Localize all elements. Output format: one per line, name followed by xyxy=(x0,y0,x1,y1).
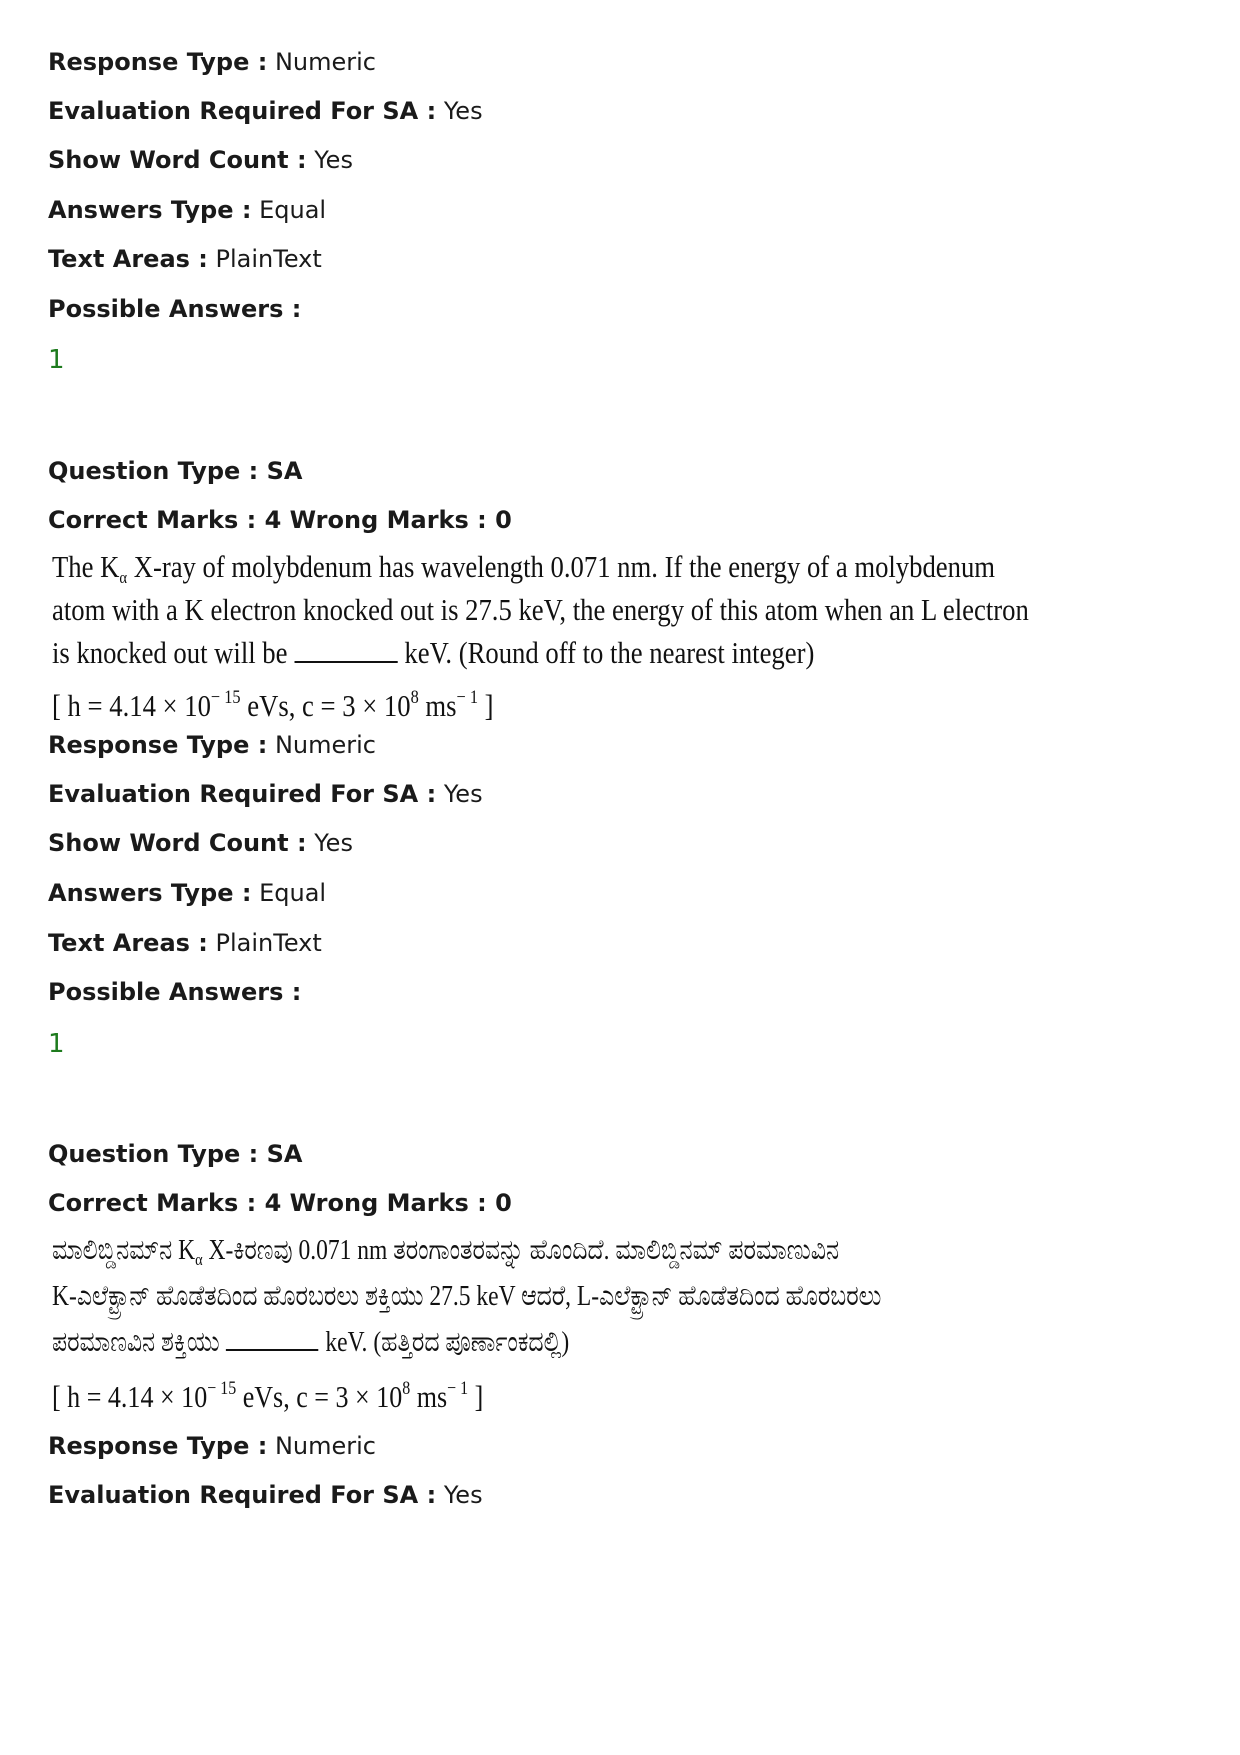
field-label: Evaluation Required For SA : xyxy=(48,97,437,125)
question-line: is knocked out will be keV. (Round off to the nearest integer) xyxy=(52,635,815,670)
question-line: ಮಾಲಿಬ್ಡಿನಮ್‌ನ $K_\alpha$ X-ಕಿರಣವು 0.071 nm ತರಂಗಾಂತರವನ್ನು ಹೊಂದಿದೆ. ಮಾಲಿಬ್ಡಿನಮ್ ಪರಮಾಣುವಿನ xyxy=(52,1235,840,1269)
response-type-field xyxy=(48,730,376,760)
field-value: Numeric xyxy=(274,48,376,76)
field-label: Show Word Count : xyxy=(48,829,307,857)
show-word-count-field xyxy=(48,145,353,175)
response-type-field xyxy=(48,1431,376,1461)
question-text-kannada xyxy=(52,1228,881,1412)
evaluation-required-field xyxy=(48,96,483,126)
field-value: Numeric xyxy=(274,1432,376,1460)
field-value: Numeric xyxy=(274,731,376,759)
field-value: Yes xyxy=(443,97,483,125)
field-value: PlainText xyxy=(215,929,322,957)
question-type-heading: Question Type : SA xyxy=(48,457,303,485)
marks-line: Correct Marks : 4 Wrong Marks : 0 xyxy=(48,506,512,534)
possible-answer-value: 1 xyxy=(48,345,65,375)
field-label: Show Word Count : xyxy=(48,146,307,174)
constants-line: [ $h = 4.14 \times 10^{- 15}$ eVs, $c = 3 \times 10^8$ $ms^{- 1}$ ] xyxy=(52,1378,484,1414)
field-value: Equal xyxy=(259,879,327,907)
field-value: Yes xyxy=(314,829,353,857)
field-label: Evaluation Required For SA : xyxy=(48,1481,437,1509)
field-label: Response Type : xyxy=(48,48,268,76)
question-type-heading: Question Type : SA xyxy=(48,1140,303,1168)
question-line: K-ಎಲೆಕ್ಟ್ರಾನ್ ಹೊಡೆತದಿಂದ ಹೊರಬರಲು ಶಕ್ತಿಯು 27.5 keV ಆದರೆ, L-ಎಲೆಕ್ಟ್ರಾನ್ ಹೊಡೆತದಿಂದ ಹೊರಬರಲು xyxy=(52,1281,882,1312)
field-label: Possible Answers : xyxy=(48,295,302,323)
evaluation-required-field xyxy=(48,779,483,809)
text-areas-field xyxy=(48,928,322,958)
field-value: Yes xyxy=(443,780,483,808)
field-label: Answers Type : xyxy=(48,879,252,907)
marks-line: Correct Marks : 4 Wrong Marks : 0 xyxy=(48,1189,512,1217)
answers-type-field xyxy=(48,195,326,225)
field-label: Text Areas : xyxy=(48,245,208,273)
possible-answers-label xyxy=(48,294,301,324)
field-label: Text Areas : xyxy=(48,929,208,957)
possible-answers-label xyxy=(48,977,301,1007)
response-type-field xyxy=(48,47,376,77)
question-line: atom with a K electron knocked out is 27.5 keV, the energy of this atom when an L electron xyxy=(52,592,1029,627)
show-word-count-field xyxy=(48,828,353,858)
evaluation-required-field xyxy=(48,1480,483,1510)
field-label: Possible Answers : xyxy=(48,978,302,1006)
question-line: The $K_\alpha$ X-ray of molybdenum has wavelength 0.071 nm. If the energy of a molybdenum xyxy=(52,549,996,587)
field-label: Answers Type : xyxy=(48,196,252,224)
answers-type-field xyxy=(48,878,326,908)
field-value: Yes xyxy=(443,1481,483,1509)
field-value: Equal xyxy=(259,196,327,224)
question-line: ಪರಮಾಣವಿನ ಶಕ್ತಿಯು keV. (ಹತ್ತಿರದ ಪೂರ್ಣಾಂಕದಲ್ಲಿ) xyxy=(52,1327,570,1358)
field-value: PlainText xyxy=(215,245,322,273)
field-label: Response Type : xyxy=(48,1432,268,1460)
answer-blank xyxy=(294,637,397,663)
answer-blank xyxy=(226,1325,318,1351)
field-label: Response Type : xyxy=(48,731,268,759)
constants-line: [ $h = 4.14 \times 10^{- 15}$ eVs, $c = 3 \times 10^8$ $ms^{- 1}$ ] xyxy=(52,687,494,723)
field-value: Yes xyxy=(314,146,353,174)
possible-answer-value: 1 xyxy=(48,1029,65,1059)
text-areas-field xyxy=(48,244,322,274)
question-text xyxy=(52,545,1029,723)
field-label: Evaluation Required For SA : xyxy=(48,780,437,808)
